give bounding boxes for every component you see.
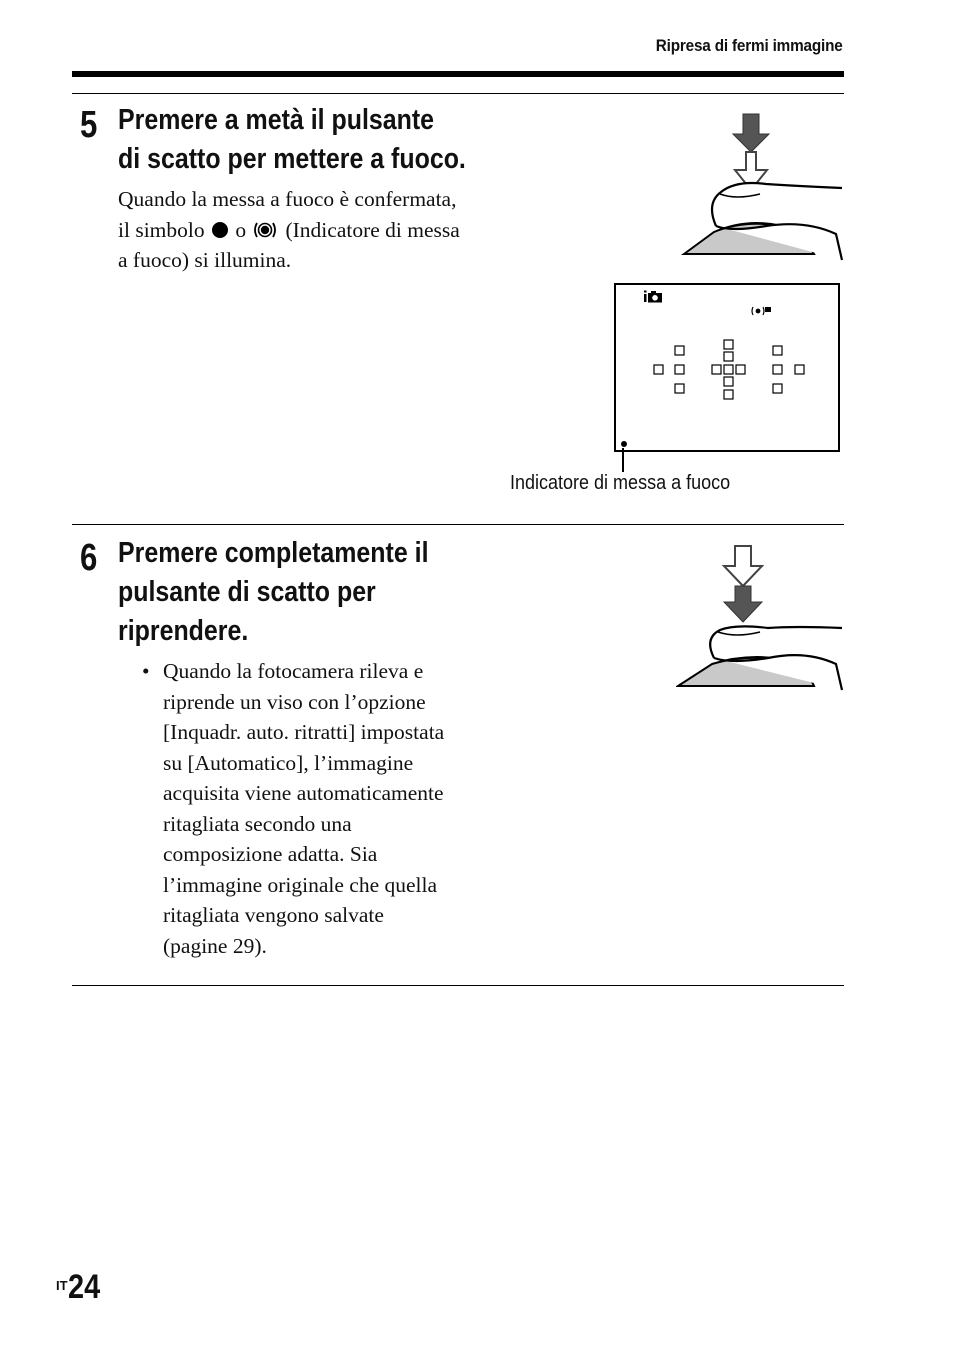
language-code: IT [56,1278,68,1293]
divider [72,985,844,986]
text-line: su [Automatico], l’immagine [163,750,414,775]
step-description [118,184,460,276]
focus-dot [621,441,627,447]
full-press-illustration [676,542,846,692]
divider [72,93,844,94]
text-line [118,215,460,246]
step-title-line: pulsante di scatto per [118,576,376,608]
step-title-line: di scatto per mettere a fuoco. [118,143,466,175]
step-title [118,101,522,179]
divider [72,524,844,525]
text-fragment: o [229,217,252,242]
text-line: composizione adatta. Sia [163,842,378,866]
text-line: riprende un viso con l’opzione [163,689,426,714]
step-title-line: Premere a metà il pulsante [118,104,435,136]
text-line: ritagliata secondo una [163,811,352,836]
af-points [654,340,804,399]
text-line: l’immagine originale che quella [163,872,438,897]
text-line: (pagine 29). [163,933,267,958]
step-title-line: Premere completamente il [118,537,429,569]
page-number: 24 [68,1268,101,1306]
text-line: [Inquadr. auto. ritratti] impostata [163,720,445,744]
step-number: 5 [80,104,98,146]
text-line: Quando la messa a fuoco è confermata, [118,187,457,211]
viewfinder-screen [614,283,840,452]
header-rule [72,71,844,77]
bullet-text [163,656,444,961]
text-fragment: (Indicatore di messa [285,217,460,242]
callout-line [622,448,624,472]
step-number: 6 [80,537,98,579]
text-fragment: il simbolo [118,217,210,242]
text-line: ritagliata vengono salvate [163,903,384,927]
steadyshot-icon [752,307,771,315]
viewfinder-display [616,285,838,450]
bullet-symbol: • [142,659,150,683]
filled-dot-icon [212,222,228,238]
step-title [118,534,522,651]
intelligent-auto-icon [644,291,662,303]
focus-ring-icon [253,220,277,240]
text-line: a fuoco) si illumina. [118,248,292,272]
text-line: Quando la fotocamera rileva e [163,659,424,683]
half-press-illustration [676,108,846,268]
section-title: Ripresa di fermi immagine [656,36,843,55]
focus-indicator-label: Indicatore di messa a fuoco [510,472,731,494]
step-title-line: riprendere. [118,615,249,647]
text-line: acquisita viene automaticamente [163,781,444,805]
